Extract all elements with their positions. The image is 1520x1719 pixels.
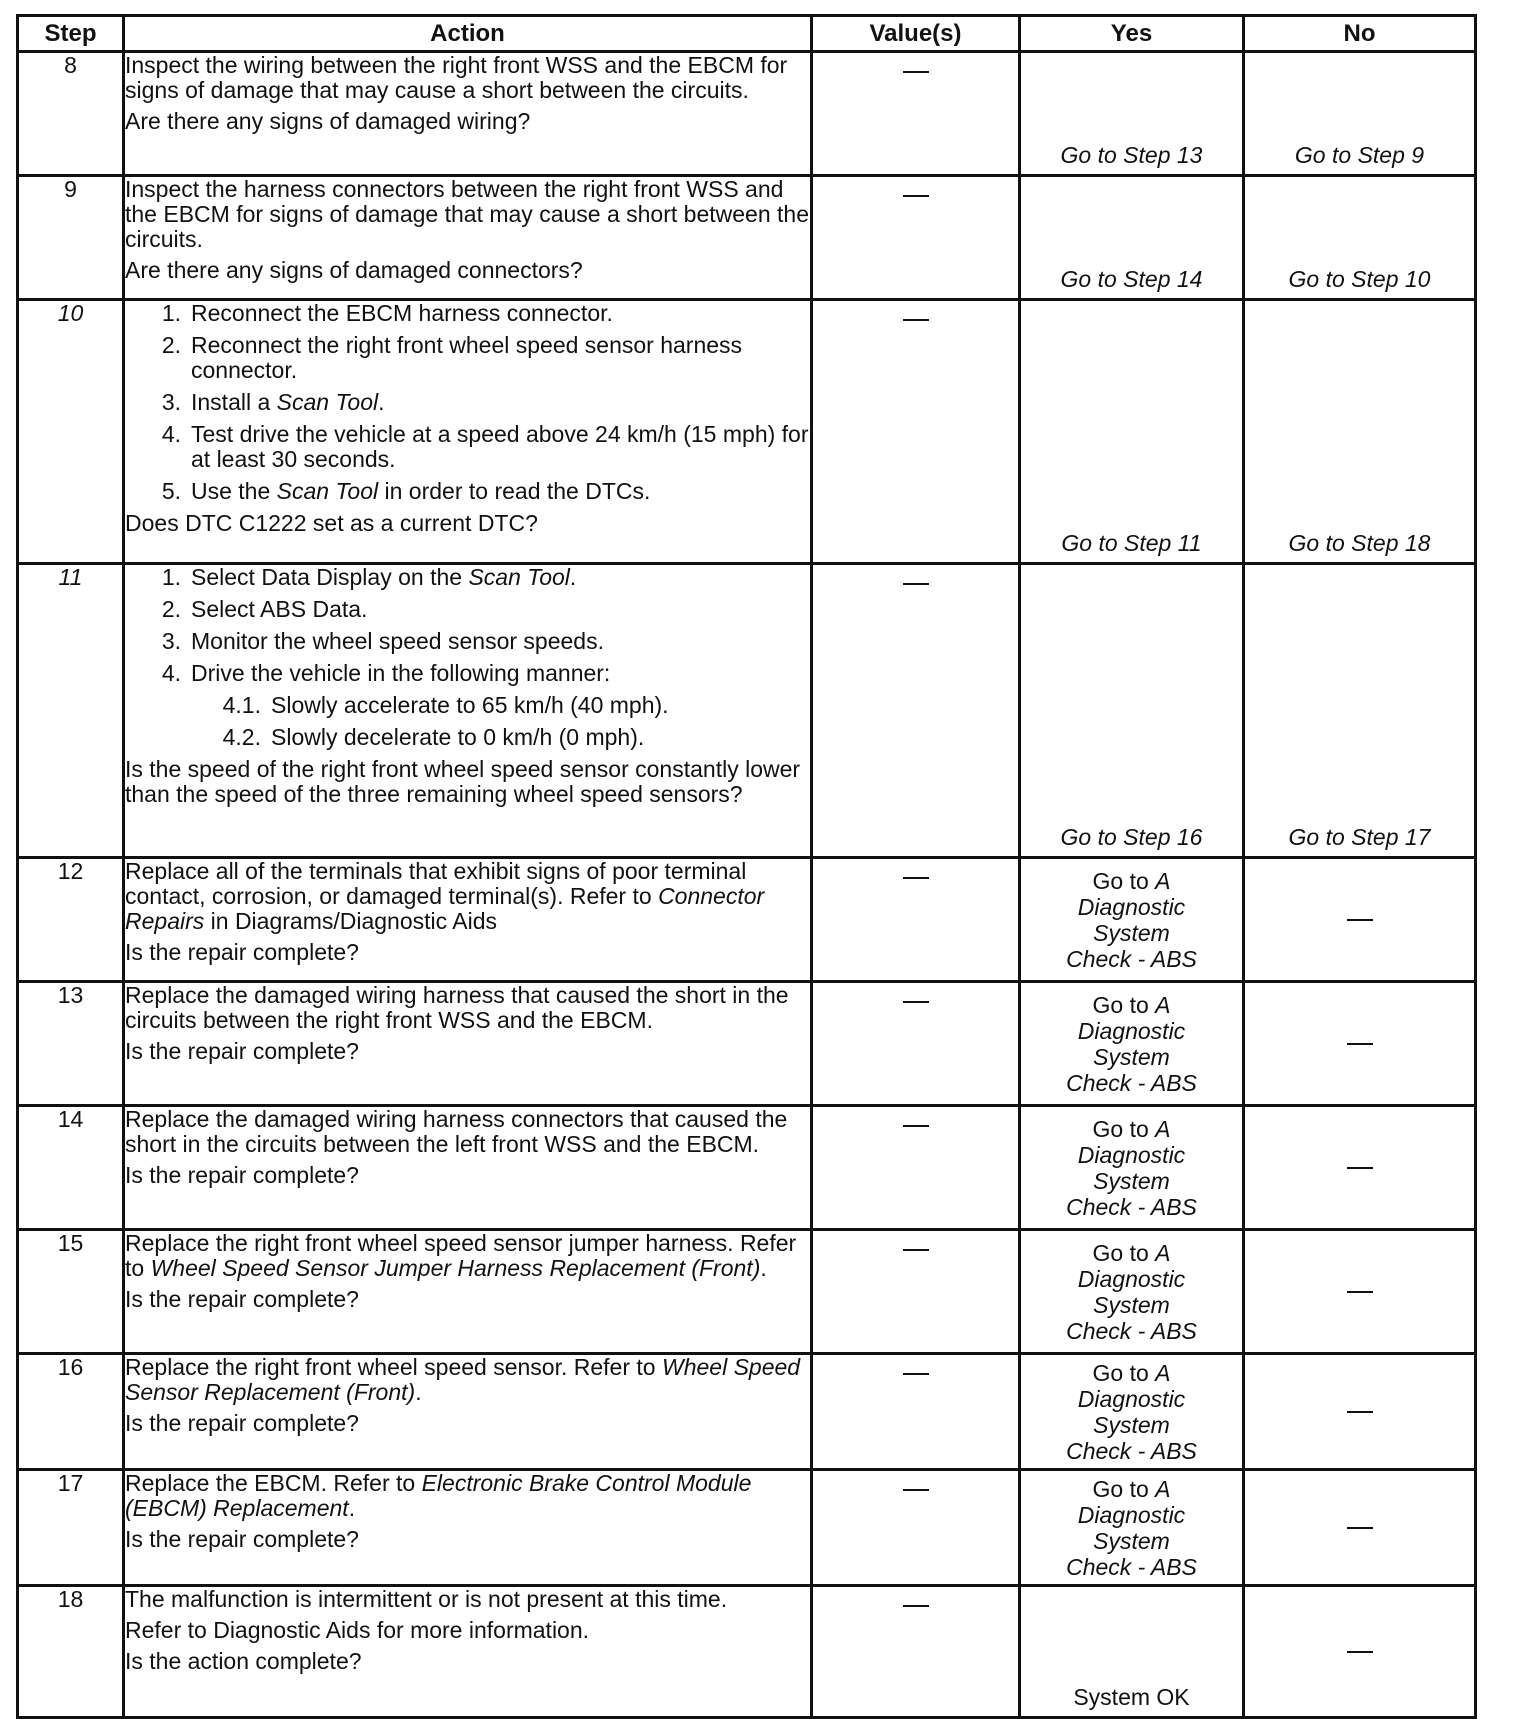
action-question: Is the repair complete?: [125, 1410, 359, 1436]
list-number: 4.1.: [222, 692, 261, 718]
diagnostic-table: [16, 14, 1477, 1719]
action-question: Is the speed of the right front wheel speed sensor constantly lower than the speed of the three remaining wheel speed sensors?: [125, 756, 801, 807]
table-row-step-8: [18, 52, 1476, 176]
value-cell: [812, 858, 1020, 982]
action-cell: [124, 564, 812, 858]
goto-line: Diagnostic: [1077, 1265, 1186, 1292]
goto-text-a: A: [1155, 991, 1171, 1018]
goto-text: Go to: [1092, 1359, 1156, 1386]
yes-cell: [1020, 564, 1244, 858]
yes-cell: [1020, 52, 1244, 176]
list-text: [191, 565, 810, 590]
goto-line: System: [1093, 919, 1170, 946]
list-text-part: Reconnect the EBCM harness connector.: [191, 300, 613, 326]
action-text: [125, 1471, 810, 1521]
table-row-step-10: [18, 300, 1476, 564]
goto-text: Go to: [1092, 1239, 1156, 1266]
action-question: Is the action complete?: [125, 1648, 362, 1674]
list-number: 3.: [161, 628, 181, 654]
header-action: Action: [124, 16, 812, 52]
goto-text: Go to: [1092, 991, 1156, 1018]
action-text-emphasis: Wheel Speed Sensor Replacement (Front): [125, 1354, 801, 1405]
dash-mark: [903, 1001, 929, 1003]
no-cell: [1244, 1470, 1476, 1586]
list-text-part: Install a: [191, 389, 277, 415]
action-text: [125, 1231, 810, 1281]
yes-cell: [1020, 176, 1244, 300]
goto-line: [1093, 1360, 1171, 1386]
table-row-step-15: [18, 1230, 1476, 1354]
goto-line: [1093, 1476, 1171, 1502]
goto-line: Diagnostic: [1077, 1017, 1186, 1044]
list-item: [125, 661, 810, 686]
list-item: [125, 565, 810, 590]
dash-mark: [903, 877, 929, 879]
list-number: 1.: [161, 300, 181, 326]
action-cell: [124, 1230, 812, 1354]
goto-line: Diagnostic: [1077, 1501, 1186, 1528]
value-cell: [812, 300, 1020, 564]
step-number: 9: [18, 176, 124, 300]
value-cell: [812, 1106, 1020, 1230]
no-goto-link[interactable]: Go to Step 17: [1288, 824, 1431, 850]
no-value: [1245, 1587, 1474, 1716]
dash-mark: [1347, 1167, 1373, 1169]
list-item: [125, 479, 810, 504]
step-number: 14: [18, 1106, 124, 1230]
action-cell: [124, 52, 812, 176]
goto-line: [1093, 1240, 1171, 1266]
list-item: [125, 301, 810, 326]
header-yes: Yes: [1020, 16, 1244, 52]
action-text-emphasis: Wheel Speed Sensor Jumper Harness Replacement (Front): [150, 1255, 761, 1281]
list-text-part: in order to read the DTCs.: [378, 478, 651, 504]
table-row-step-9: [18, 176, 1476, 300]
step-number: 17: [18, 1470, 124, 1586]
list-text-part: Monitor the wheel speed sensor speeds.: [191, 628, 604, 654]
list-text: [271, 693, 810, 718]
list-text-emphasis: Scan Tool: [276, 389, 379, 415]
list-text-emphasis: Scan Tool: [276, 478, 379, 504]
dash-mark: [903, 195, 929, 197]
goto-text-a: A: [1155, 867, 1171, 894]
list-text: [191, 301, 810, 326]
step-number: 8: [18, 52, 124, 176]
goto-diagnostic-system-check-link[interactable]: [1021, 1107, 1242, 1228]
action-question: Are there any signs of damaged wiring?: [125, 108, 531, 134]
action-text: [125, 1355, 810, 1405]
no-value: [1245, 1231, 1474, 1352]
goto-text: Go to: [1092, 1115, 1156, 1142]
no-goto-link[interactable]: Go to Step 10: [1288, 266, 1431, 292]
goto-text-a: A: [1155, 1115, 1171, 1142]
list-number: 2.: [161, 596, 181, 622]
goto-text-a: A: [1155, 1475, 1171, 1502]
no-goto-link[interactable]: Go to Step 18: [1288, 530, 1431, 556]
action-question: Is the repair complete?: [125, 939, 359, 965]
no-cell: [1244, 300, 1476, 564]
step-number: 16: [18, 1354, 124, 1470]
list-number: 3.: [161, 389, 181, 415]
goto-line: Diagnostic: [1077, 893, 1186, 920]
value-cell: [812, 982, 1020, 1106]
no-cell: [1244, 176, 1476, 300]
list-text-part: Select ABS Data.: [191, 596, 368, 622]
action-text: Inspect the wiring between the right front WSS and the EBCM for signs of damage that may cause a short between the circuits.: [125, 52, 788, 103]
list-text: [191, 390, 810, 415]
goto-diagnostic-system-check-link[interactable]: [1021, 859, 1242, 980]
dash-mark: [1347, 1527, 1373, 1529]
list-text-emphasis: Scan Tool: [468, 564, 570, 590]
dash-mark: [1347, 1291, 1373, 1293]
goto-text: Go to: [1092, 867, 1156, 894]
goto-line: [1093, 992, 1171, 1018]
header-no: No: [1244, 16, 1476, 52]
list-number: 5.: [161, 478, 181, 504]
goto-diagnostic-system-check-link[interactable]: [1021, 1231, 1242, 1352]
dash-mark: [903, 71, 929, 73]
list-text-part: Slowly decelerate to 0 km/h (0 mph).: [271, 724, 645, 750]
step-number: 15: [18, 1230, 124, 1354]
goto-line: Check - ABS: [1066, 1193, 1197, 1220]
list-item: [125, 422, 810, 472]
action-cell: [124, 1354, 812, 1470]
no-value: [1245, 983, 1474, 1104]
list-number: 2.: [161, 332, 181, 358]
step-number: 12: [18, 858, 124, 982]
dash-mark: [903, 583, 929, 585]
action-cell: [124, 1586, 812, 1718]
system-ok-text: System OK: [1073, 1684, 1190, 1710]
action-text-part: Replace the right front wheel speed sensor. Refer to: [125, 1354, 662, 1380]
step-number: 10: [18, 300, 124, 564]
step-number: 11: [18, 564, 124, 858]
no-cell: [1244, 1230, 1476, 1354]
goto-line: Check - ABS: [1066, 1317, 1197, 1344]
no-value: [1245, 1471, 1474, 1584]
table-row-step-11: [18, 564, 1476, 858]
list-item: [125, 693, 810, 718]
dash-mark: [903, 1489, 929, 1491]
goto-line: Check - ABS: [1066, 1553, 1197, 1580]
dash-mark: [903, 1125, 929, 1127]
header-row: [18, 16, 1476, 52]
action-text: [125, 1107, 810, 1157]
goto-line: [1093, 1116, 1171, 1142]
no-cell: [1244, 1106, 1476, 1230]
list-text-part: Slowly accelerate to 65 km/h (40 mph).: [271, 692, 669, 718]
list-item: [125, 597, 810, 622]
table-row-step-16: [18, 1354, 1476, 1470]
no-value: [1245, 859, 1474, 980]
action-text-part: Replace the damaged wiring harness connectors that caused the short in the circuits between the left front WSS and the EBCM.: [125, 1106, 788, 1157]
action-text: [125, 983, 810, 1033]
dash-mark: [1347, 1651, 1373, 1653]
list-text-part: Test drive the vehicle at a speed above 24 km/h (15 mph) for at least 30 seconds.: [191, 421, 809, 472]
no-cell: [1244, 564, 1476, 858]
action-text-part: Replace the EBCM. Refer to: [125, 1470, 422, 1496]
action-question: Does DTC C1222 set as a current DTC?: [125, 510, 538, 536]
list-number: 4.: [161, 421, 181, 447]
no-goto-link[interactable]: Go to Step 9: [1294, 142, 1425, 168]
list-text: [271, 725, 810, 750]
yes-goto-link[interactable]: Go to Step 13: [1060, 142, 1203, 168]
action-text-part: Replace all of the terminals that exhibit signs of poor terminal contact, corrosion, or damaged terminal(s). Refer to: [125, 858, 747, 909]
action-text: Refer to Diagnostic Aids for more information.: [125, 1617, 590, 1643]
yes-cell: [1020, 1230, 1244, 1354]
step-number: 13: [18, 982, 124, 1106]
list-item: [125, 629, 810, 654]
goto-line: Check - ABS: [1066, 1069, 1197, 1096]
list-number: 1.: [161, 564, 181, 590]
yes-cell: [1020, 300, 1244, 564]
list-number: 4.2.: [222, 724, 261, 750]
goto-diagnostic-system-check-link[interactable]: [1021, 983, 1242, 1104]
step-number: 18: [18, 1586, 124, 1718]
action-text: [125, 859, 810, 934]
action-question: Are there any signs of damaged connectors?: [125, 257, 583, 283]
table-row-step-17: [18, 1470, 1476, 1586]
yes-cell: [1020, 1106, 1244, 1230]
dash-mark: [903, 1373, 929, 1375]
list-text-part: Use the: [191, 478, 277, 504]
goto-text-a: A: [1155, 1239, 1171, 1266]
list-text: [191, 597, 810, 622]
action-cell: [124, 300, 812, 564]
yes-cell: [1020, 1470, 1244, 1586]
no-value: [1245, 1355, 1474, 1468]
no-cell: [1244, 52, 1476, 176]
no-cell: [1244, 982, 1476, 1106]
dash-mark: [1347, 1411, 1373, 1413]
action-text-emphasis: Connector Repairs: [125, 883, 765, 934]
action-text-part: in Diagrams/Diagnostic Aids: [204, 908, 497, 934]
list-text: [191, 479, 810, 504]
action-cell: [124, 1470, 812, 1586]
yes-cell: [1020, 858, 1244, 982]
yes-cell: [1020, 1354, 1244, 1470]
value-cell: [812, 1586, 1020, 1718]
action-cell: [124, 1106, 812, 1230]
no-cell: [1244, 1354, 1476, 1470]
action-question: Is the repair complete?: [125, 1162, 359, 1188]
action-text: Inspect the harness connectors between the right front WSS and the EBCM for signs of damage that may cause a short between the circuits.: [125, 176, 809, 252]
goto-line: Diagnostic: [1077, 1385, 1186, 1412]
action-cell: [124, 858, 812, 982]
no-value: [1245, 1107, 1474, 1228]
goto-line: Diagnostic: [1077, 1141, 1186, 1168]
action-question: Is the repair complete?: [125, 1038, 359, 1064]
action-cell: [124, 982, 812, 1106]
list-text-part: Select Data Display on the: [191, 564, 469, 590]
action-text: The malfunction is intermittent or is not present at this time.: [125, 1586, 728, 1612]
list-number: 4.: [161, 660, 181, 686]
diagnostic-table-page: [16, 14, 1474, 1710]
list-text: [191, 422, 810, 472]
no-cell: [1244, 858, 1476, 982]
yes-cell: [1020, 1586, 1244, 1718]
value-cell: [812, 1470, 1020, 1586]
yes-goto-link[interactable]: Go to Step 16: [1060, 824, 1203, 850]
table-row-step-12: [18, 858, 1476, 982]
yes-cell: [1020, 982, 1244, 1106]
value-cell: [812, 176, 1020, 300]
list-text: [191, 629, 810, 654]
goto-line: Check - ABS: [1066, 945, 1197, 972]
list-text: [191, 661, 810, 686]
header-value: Value(s): [812, 16, 1020, 52]
list-text-part: .: [378, 389, 385, 415]
dash-mark: [903, 1249, 929, 1251]
dash-mark: [1347, 1043, 1373, 1045]
goto-line: System: [1093, 1291, 1170, 1318]
list-item: [125, 333, 810, 383]
action-question: Is the repair complete?: [125, 1526, 359, 1552]
table-row-step-18: [18, 1586, 1476, 1718]
goto-line: Check - ABS: [1066, 1437, 1197, 1464]
list-text-part: Reconnect the right front wheel speed sensor harness connector.: [191, 332, 743, 383]
yes-goto-link[interactable]: Go to Step 14: [1060, 266, 1203, 292]
action-text-part: .: [348, 1495, 356, 1521]
table-row-step-13: [18, 982, 1476, 1106]
goto-diagnostic-system-check-link[interactable]: [1021, 1355, 1242, 1468]
no-cell: [1244, 1586, 1476, 1718]
action-text-part: Replace the right front wheel speed sensor jumper harness. Refer to: [125, 1230, 797, 1281]
list-text: [191, 333, 810, 383]
dash-mark: [903, 1605, 929, 1607]
action-cell: [124, 176, 812, 300]
list-text-part: Drive the vehicle in the following manner:: [191, 660, 611, 686]
yes-goto-link[interactable]: Go to Step 11: [1061, 530, 1202, 556]
goto-diagnostic-system-check-link[interactable]: [1021, 1471, 1242, 1584]
goto-text-a: A: [1155, 1359, 1171, 1386]
value-cell: [812, 1230, 1020, 1354]
goto-line: [1093, 868, 1171, 894]
dash-mark: [1347, 919, 1373, 921]
list-text-part: .: [569, 564, 577, 590]
goto-line: System: [1093, 1167, 1170, 1194]
goto-text: Go to: [1092, 1475, 1156, 1502]
table-row-step-14: [18, 1106, 1476, 1230]
value-cell: [812, 52, 1020, 176]
dash-mark: [903, 319, 929, 321]
goto-line: System: [1093, 1043, 1170, 1070]
goto-line: System: [1093, 1411, 1170, 1438]
action-question: Is the repair complete?: [125, 1286, 359, 1312]
action-text-part: Replace the damaged wiring harness that caused the short in the circuits between the right front WSS and the EBCM.: [125, 982, 789, 1033]
action-text-part: .: [415, 1379, 422, 1405]
goto-line: System: [1093, 1527, 1170, 1554]
action-text-part: .: [760, 1255, 767, 1281]
header-step: Step: [18, 16, 124, 52]
list-item: [125, 725, 810, 750]
value-cell: [812, 1354, 1020, 1470]
value-cell: [812, 564, 1020, 858]
list-item: [125, 390, 810, 415]
action-text-emphasis: Electronic Brake Control Module (EBCM) Replacement: [125, 1470, 752, 1521]
